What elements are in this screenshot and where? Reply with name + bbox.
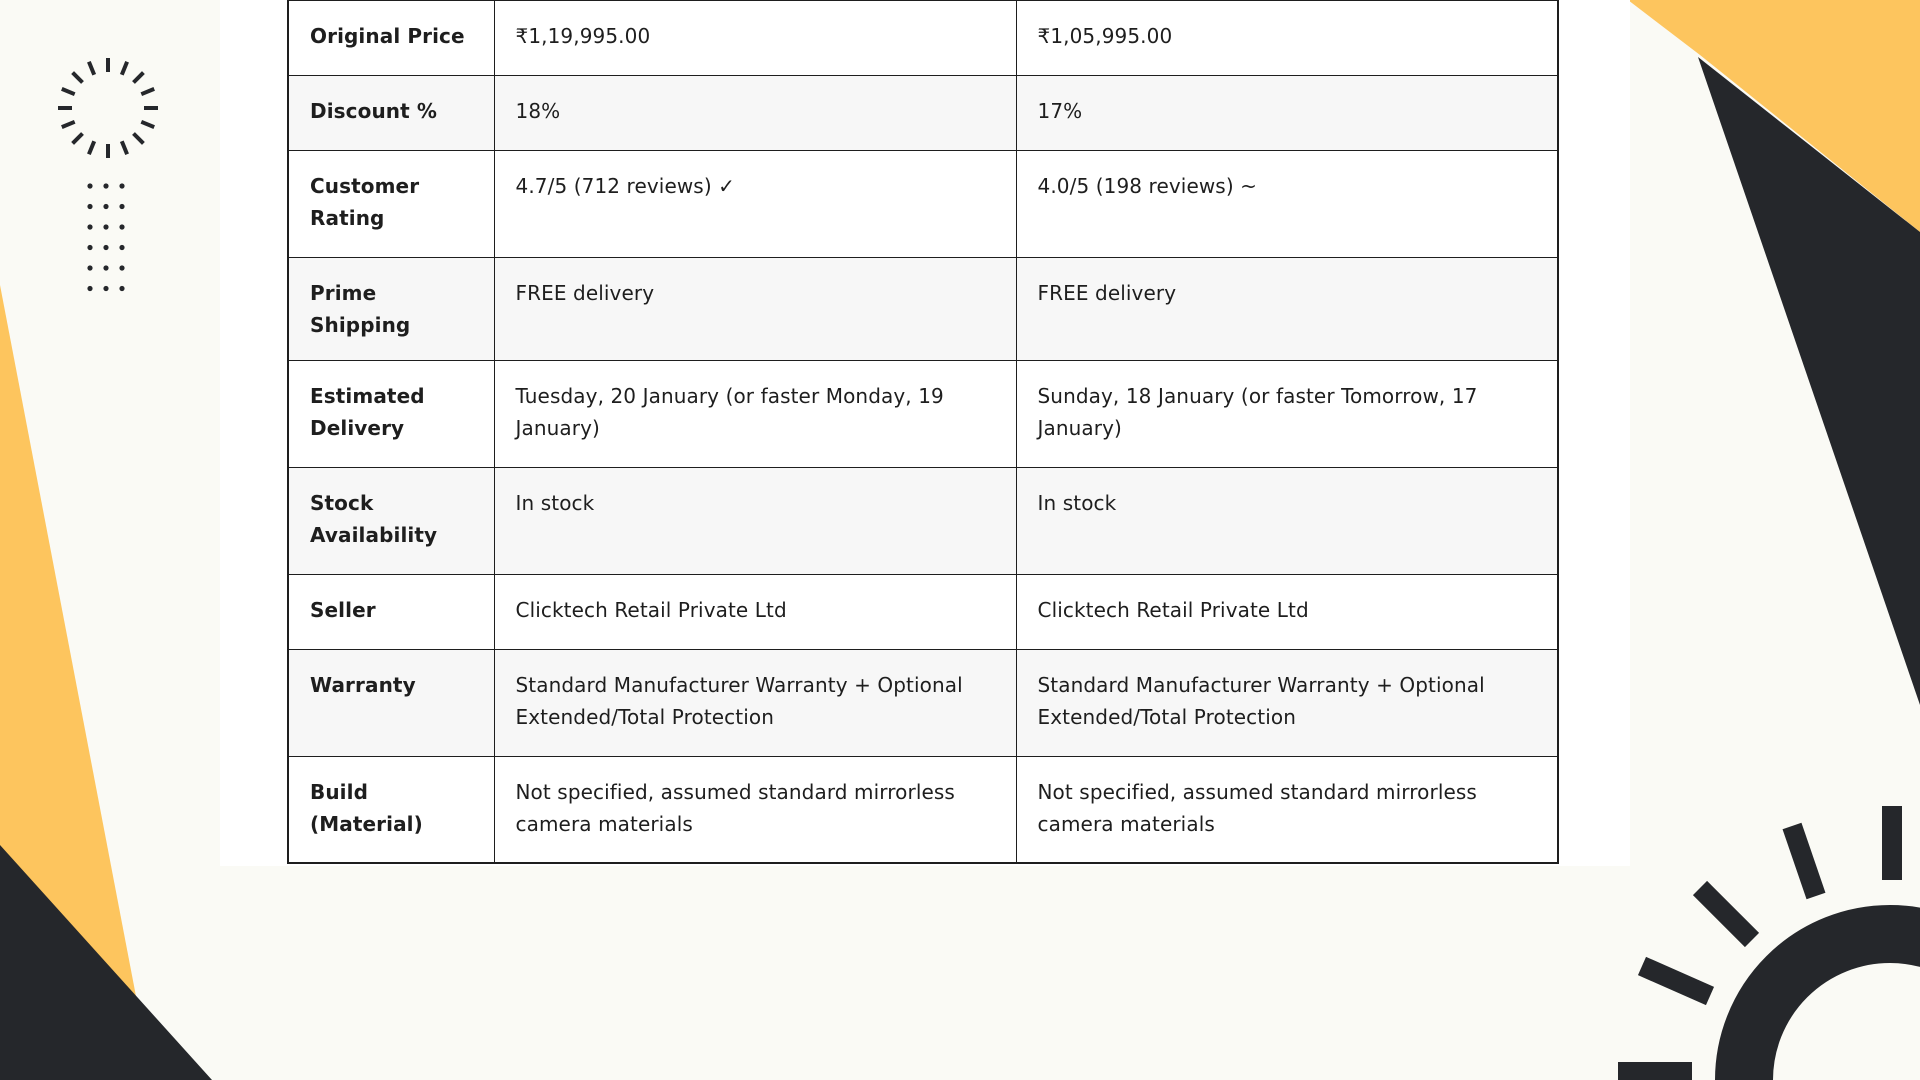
cell-product-a: In stock (494, 467, 1016, 574)
grid-dot (87, 286, 92, 291)
sunburst-dash (122, 141, 127, 154)
row-label: Prime Shipping (288, 257, 494, 360)
cell-product-b: In stock (1016, 467, 1558, 574)
sun-ring (1744, 934, 1920, 1080)
cell-product-b: Clicktech Retail Private Ltd (1016, 574, 1558, 649)
cell-product-b: FREE delivery (1016, 257, 1558, 360)
cell-product-a: Not specified, assumed standard mirrorless camera materials (494, 756, 1016, 863)
sunburst-dash (122, 62, 127, 75)
comparison-table (287, 0, 1559, 864)
table-row (288, 0, 1558, 75)
grid-dot (103, 204, 108, 209)
cell-product-b: Not specified, assumed standard mirrorless camera materials (1016, 756, 1558, 863)
row-label: Estimated Delivery (288, 360, 494, 467)
grid-dot (87, 245, 92, 250)
grid-dot (119, 204, 124, 209)
sun-icon (1618, 806, 1920, 1080)
cell-product-a: FREE delivery (494, 257, 1016, 360)
grid-dot (87, 265, 92, 270)
grid-dot (119, 224, 124, 229)
row-label: Customer Rating (288, 150, 494, 257)
sunburst-dash (62, 89, 75, 94)
grid-dot (103, 286, 108, 291)
sun-ray (1792, 826, 1816, 896)
row-label: Discount % (288, 75, 494, 150)
row-label: Seller (288, 574, 494, 649)
sunburst-icon (58, 58, 158, 158)
table-row (288, 467, 1558, 574)
grid-dot (119, 265, 124, 270)
table-row (288, 574, 1558, 649)
sunburst-dash (89, 62, 94, 75)
cell-product-a: 4.7/5 (712 reviews) ✓ (494, 150, 1016, 257)
table-row (288, 756, 1558, 863)
grid-dot (119, 286, 124, 291)
sunburst-dash (141, 122, 154, 127)
row-label: Warranty (288, 649, 494, 756)
grid-dot (87, 183, 92, 188)
table-row (288, 150, 1558, 257)
sunburst-dash (89, 141, 94, 154)
sunburst-dash (62, 122, 75, 127)
grid-dot (119, 245, 124, 250)
cell-product-b: 17% (1016, 75, 1558, 150)
cell-product-b: 4.0/5 (198 reviews) ~ (1016, 150, 1558, 257)
grid-dot (103, 245, 108, 250)
sunburst-dash (73, 134, 83, 144)
row-label: Stock Availability (288, 467, 494, 574)
table-row (288, 360, 1558, 467)
row-label: Original Price (288, 0, 494, 75)
sunburst-dash (134, 134, 144, 144)
sunburst-dash (141, 89, 154, 94)
cell-product-a: ₹1,19,995.00 (494, 0, 1016, 75)
cell-product-a: Tuesday, 20 January (or faster Monday, 19 January) (494, 360, 1016, 467)
cell-product-a: Standard Manufacturer Warranty + Optional Extended/Total Protection (494, 649, 1016, 756)
sun-ray (1642, 966, 1710, 996)
cell-product-a: 18% (494, 75, 1016, 150)
grid-dot (103, 183, 108, 188)
table-row (288, 649, 1558, 756)
grid-dot (119, 183, 124, 188)
cell-product-b: ₹1,05,995.00 (1016, 0, 1558, 75)
cell-product-b: Standard Manufacturer Warranty + Optional Extended/Total Protection (1016, 649, 1558, 756)
cell-product-b: Sunday, 18 January (or faster Tomorrow, 17 January) (1016, 360, 1558, 467)
sun-ray (1700, 888, 1752, 940)
sunburst-dash (73, 73, 83, 83)
grid-dot (87, 224, 92, 229)
table-row (288, 257, 1558, 360)
grid-dot (103, 265, 108, 270)
grid-dot (103, 224, 108, 229)
dot-grid-icon (87, 183, 124, 291)
sunburst-dash (134, 73, 144, 83)
row-label: Build (Material) (288, 756, 494, 863)
table-row (288, 75, 1558, 150)
grid-dot (87, 204, 92, 209)
cell-product-a: Clicktech Retail Private Ltd (494, 574, 1016, 649)
